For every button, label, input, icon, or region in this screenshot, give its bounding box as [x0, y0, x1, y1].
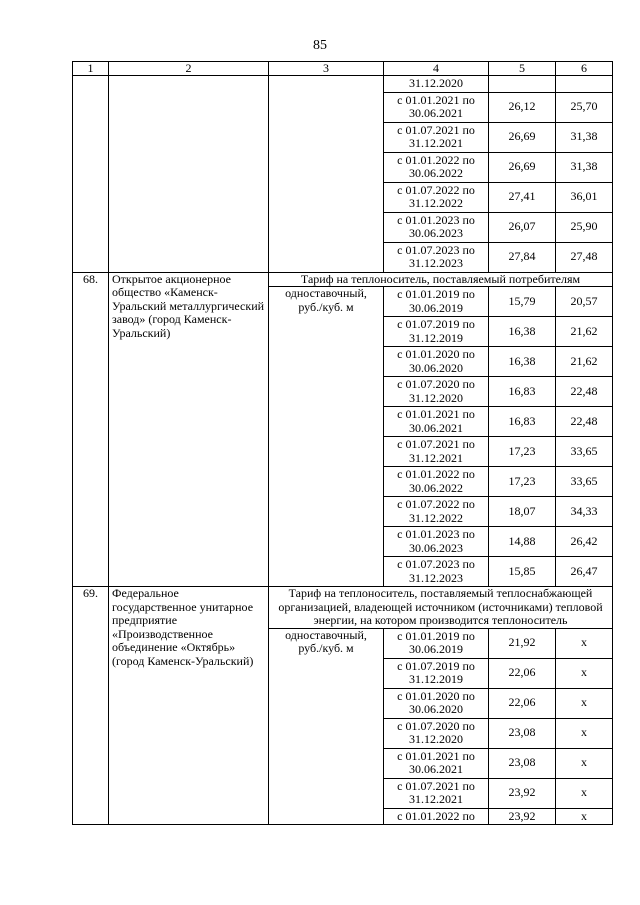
period-cell: 31.12.2020 [384, 76, 489, 93]
period-cell: с 01.07.2023 по 31.12.2023 [384, 557, 489, 587]
value-cell: х [556, 748, 613, 778]
value-cell: 26,69 [489, 122, 556, 152]
column-number-row [73, 62, 613, 76]
value-cell: 23,08 [489, 718, 556, 748]
value-cell: 26,47 [556, 557, 613, 587]
period-cell: с 01.07.2021 по 31.12.2021 [384, 122, 489, 152]
value-cell: 25,70 [556, 92, 613, 122]
period-cell: с 01.01.2021 по 30.06.2021 [384, 407, 489, 437]
value-cell: 27,48 [556, 242, 613, 272]
period-cell: с 01.07.2021 по 31.12.2021 [384, 437, 489, 467]
value-cell: 21,62 [556, 317, 613, 347]
period-cell: с 01.01.2023 по 30.06.2023 [384, 212, 489, 242]
value-cell: 26,69 [489, 152, 556, 182]
value-cell: 33,65 [556, 467, 613, 497]
period-cell: с 01.01.2020 по 30.06.2020 [384, 688, 489, 718]
column-number: 3 [269, 62, 384, 76]
tariff-table [72, 61, 613, 825]
column-number: 4 [384, 62, 489, 76]
value-cell: х [556, 658, 613, 688]
value-cell: 27,84 [489, 242, 556, 272]
value-cell [556, 76, 613, 93]
period-cell: с 01.01.2021 по 30.06.2021 [384, 748, 489, 778]
period-cell: с 01.01.2019 по 30.06.2019 [384, 628, 489, 658]
table-row [73, 587, 613, 629]
value-cell: 15,79 [489, 287, 556, 317]
period-cell: с 01.07.2019 по 31.12.2019 [384, 317, 489, 347]
page-number: 85 [313, 38, 327, 53]
value-cell: 23,92 [489, 808, 556, 825]
value-cell: 20,57 [556, 287, 613, 317]
period-cell: с 01.01.2021 по 30.06.2021 [384, 92, 489, 122]
value-cell: 25,90 [556, 212, 613, 242]
value-cell: 31,38 [556, 152, 613, 182]
number-cell [73, 76, 109, 273]
period-cell: с 01.07.2022 по 31.12.2022 [384, 182, 489, 212]
value-cell: 33,65 [556, 437, 613, 467]
value-cell: 36,01 [556, 182, 613, 212]
organization-name: Открытое акционерное общество «Каменск-Уральский металлургический завод» (город Каменск-Уральский) [109, 272, 269, 587]
entry-number: 69. [73, 587, 109, 825]
value-cell: 22,48 [556, 407, 613, 437]
column-number: 5 [489, 62, 556, 76]
value-cell: х [556, 688, 613, 718]
column-number: 6 [556, 62, 613, 76]
period-cell: с 01.01.2022 по 30.06.2022 [384, 467, 489, 497]
tariff-header: Тариф на теплоноситель, поставляемый потребителям [269, 272, 613, 287]
value-cell: 14,88 [489, 527, 556, 557]
column-number: 2 [109, 62, 269, 76]
value-cell: 18,07 [489, 497, 556, 527]
value-cell [489, 76, 556, 93]
value-cell: 26,12 [489, 92, 556, 122]
value-cell: х [556, 628, 613, 658]
value-cell: 23,08 [489, 748, 556, 778]
table-body [73, 76, 613, 825]
entry-number: 68. [73, 272, 109, 587]
value-cell: 17,23 [489, 437, 556, 467]
value-cell: 27,41 [489, 182, 556, 212]
value-cell: 22,48 [556, 377, 613, 407]
value-cell: 15,85 [489, 557, 556, 587]
value-cell: х [556, 718, 613, 748]
tariff-type: одноставочный, руб./куб. м [269, 287, 384, 587]
tariff-type: одноставочный, руб./куб. м [269, 628, 384, 825]
value-cell: 16,83 [489, 407, 556, 437]
value-cell: 26,07 [489, 212, 556, 242]
organization-name: Федеральное государственное унитарное предприятие «Производственное объединение «Октябрь» (город Каменск-Уральский) [109, 587, 269, 825]
period-cell: с 01.07.2020 по 31.12.2020 [384, 377, 489, 407]
period-cell: с 01.07.2022 по 31.12.2022 [384, 497, 489, 527]
value-cell: 21,92 [489, 628, 556, 658]
period-cell: с 01.07.2020 по 31.12.2020 [384, 718, 489, 748]
period-cell: с 01.01.2019 по 30.06.2019 [384, 287, 489, 317]
period-cell: с 01.01.2023 по 30.06.2023 [384, 527, 489, 557]
value-cell: 26,42 [556, 527, 613, 557]
tariff-type-cell [269, 76, 384, 273]
value-cell: 22,06 [489, 658, 556, 688]
org-cell [109, 76, 269, 273]
value-cell: х [556, 808, 613, 825]
value-cell: х [556, 778, 613, 808]
value-cell: 23,92 [489, 778, 556, 808]
value-cell: 16,38 [489, 347, 556, 377]
value-cell: 16,38 [489, 317, 556, 347]
value-cell: 22,06 [489, 688, 556, 718]
period-cell: с 01.01.2022 по 30.06.2022 [384, 152, 489, 182]
value-cell: 17,23 [489, 467, 556, 497]
table-row [73, 76, 613, 93]
value-cell: 31,38 [556, 122, 613, 152]
period-cell: с 01.01.2020 по 30.06.2020 [384, 347, 489, 377]
period-cell: с 01.07.2021 по 31.12.2021 [384, 778, 489, 808]
table-row [73, 272, 613, 287]
tariff-header: Тариф на теплоноситель, поставляемый теплоснабжающей организацией, владеющей источником (источниками) тепловой энергии, на котором производится теплоноситель [269, 587, 613, 629]
value-cell: 16,83 [489, 377, 556, 407]
column-number: 1 [73, 62, 109, 76]
period-cell: с 01.07.2023 по 31.12.2023 [384, 242, 489, 272]
period-cell: с 01.07.2019 по 31.12.2019 [384, 658, 489, 688]
value-cell: 21,62 [556, 347, 613, 377]
value-cell: 34,33 [556, 497, 613, 527]
period-cell: с 01.01.2022 по [384, 808, 489, 825]
